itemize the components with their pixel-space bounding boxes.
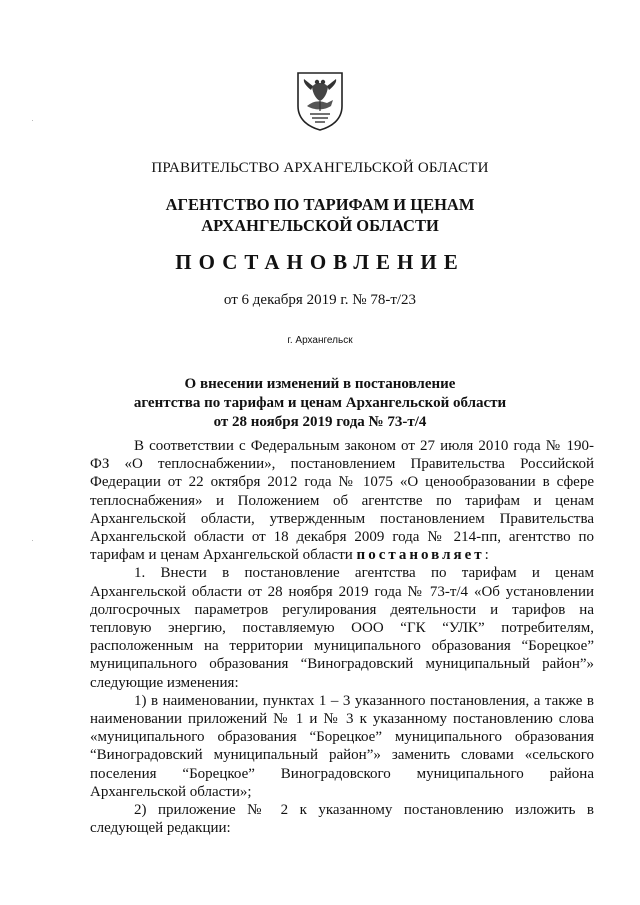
document-body (90, 437, 594, 837)
preamble-text: В соответствии с Федеральным законом от 27 июля 2010 года № 190-ФЗ «О теплоснабжении», постановлением Правительства Российской Федерации от 22 октября 2012 года № 1075 «О ценообразовании в сфере теплоснабжения» и Положением об агентстве по тарифам и ценам Архангельской области, утвержденным постановлением Правительства Архангельской области от 18 декабря 2009 года № 214-пп, агентство по тарифам и ценам Архангельской области (90, 438, 594, 564)
document-date-number: от 6 декабря 2019 г. № 78-т/23 (223, 292, 417, 308)
document-subject (0, 375, 640, 432)
margin-dot (32, 120, 33, 121)
document-type: ПОСТАНОВЛЕНИЕ (175, 250, 465, 274)
agency-name-line1: АГЕНТСТВО ПО ТАРИФАМ И ЦЕНАМ (165, 195, 475, 214)
subject-line3: от 28 ноября 2019 года № 73-т/4 (213, 414, 427, 430)
margin-dot (32, 540, 33, 541)
government-name: ПРАВИТЕЛЬСТВО АРХАНГЕЛЬСКОЙ ОБЛАСТИ (151, 160, 489, 176)
subject-line1: О внесении изменений в постановление (184, 376, 456, 392)
coat-of-arms-icon (295, 70, 345, 132)
agency-name-line2: АРХАНГЕЛЬСКОЙ ОБЛАСТИ (201, 216, 439, 235)
city: г. Архангельск (287, 335, 353, 346)
preamble-colon: : (484, 547, 489, 564)
paragraph-preamble (90, 437, 594, 564)
agency-name (0, 194, 640, 236)
resolves-word: постановляет (356, 547, 485, 564)
paragraph-subitem-2: 2) приложение № 2 к указанному постановлению изложить в следующей редакции: (90, 802, 594, 837)
paragraph-item-1: 1. Внести в постановление агентства по тарифам и ценам Архангельской области от 28 ноября 2019 года № 73-т/4 «Об установлении долгосрочных параметров регулирования деятельности и тарифов на тепловую энергию, поставляемую ООО “ГК “УЛК” потребителям, расположенным на территории муниципального образования “Борецкое” муниципального образования “Виноградовский муниципальный район”» следующие изменения: (90, 565, 594, 691)
subject-line2: агентства по тарифам и ценам Архангельской области (133, 395, 507, 411)
paragraph-subitem-1: 1) в наименовании, пунктах 1 – 3 указанного постановления, а также в наименовании приложений № 1 и № 3 к указанному постановлению слова «муниципального образования “Борецкое” муниципального образования “Виноградовский муниципальный район”» заменить словами «сельского поселения “Борецкое” Виноградовского муниципального района Архангельской области»; (90, 692, 594, 800)
